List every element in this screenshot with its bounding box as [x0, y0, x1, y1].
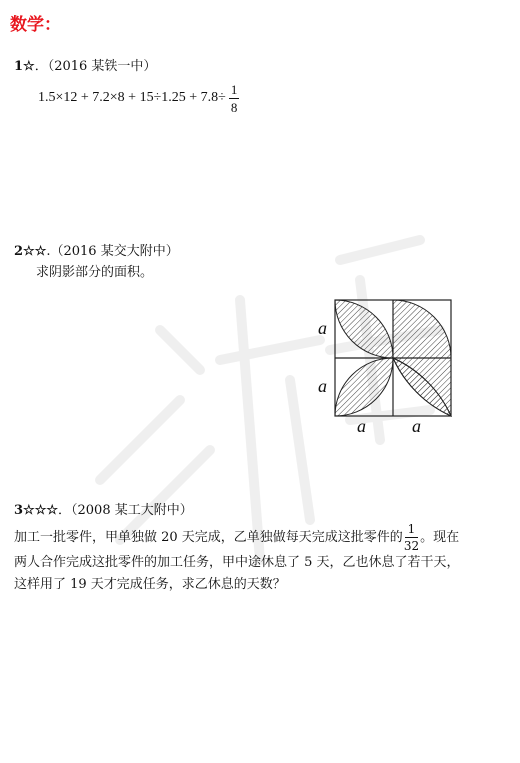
line-1-before: 加工一批零件，甲单独做 20 天完成，乙单独做每天完成这批零件的 — [14, 529, 403, 545]
question-3-fraction — [404, 523, 419, 552]
question-3-text — [14, 523, 514, 596]
fraction-numerator: 1 — [230, 81, 238, 97]
question-1-heading — [14, 55, 156, 74]
figure-svg — [305, 290, 465, 440]
question-3-heading — [14, 499, 193, 518]
question-3-line-3: 这样用了 19 天才完成任务，求乙休息的天数？ — [14, 577, 286, 592]
question-3-line-2: 两人合作完成这批零件的加工任务，甲中途休息了 5 天，乙也休息了若干天， — [14, 555, 460, 570]
question-2-text: 求阴影部分的面积。 — [36, 265, 154, 280]
question-2-source: .（2016 某交大附中） — [46, 244, 179, 259]
label-bottom-left: a — [357, 416, 366, 436]
q3-fraction-numerator: 1 — [405, 523, 419, 538]
q3-fraction-denominator: 32 — [403, 539, 420, 553]
question-2-heading — [14, 240, 179, 259]
label-bottom-right: a — [412, 416, 421, 436]
label-left-bottom: a — [318, 376, 327, 396]
question-1-source: ．（2016 某铁一中） — [34, 59, 157, 74]
question-3-source: ．（2008 某工大附中） — [58, 503, 193, 518]
shaded-area-figure — [305, 290, 465, 440]
question-1-number: 1☆ — [14, 59, 35, 74]
expression-main: 1.5×12 + 7.2×8 + 15÷1.25 + 7.8÷ — [38, 90, 226, 105]
leaf-bottom-left — [335, 358, 393, 416]
expression-fraction — [229, 83, 240, 114]
question-3-line-1 — [14, 523, 514, 552]
label-left-top: a — [318, 318, 327, 338]
leaf-top-left — [335, 300, 393, 358]
fraction-denominator: 8 — [230, 99, 238, 115]
question-1-expression — [38, 78, 239, 118]
section-title: 数学： — [10, 15, 61, 35]
question-2-number: 2☆☆ — [14, 244, 47, 259]
question-3-number: 3☆☆☆ — [14, 503, 59, 518]
line-1-after: 。现在 — [420, 529, 460, 545]
